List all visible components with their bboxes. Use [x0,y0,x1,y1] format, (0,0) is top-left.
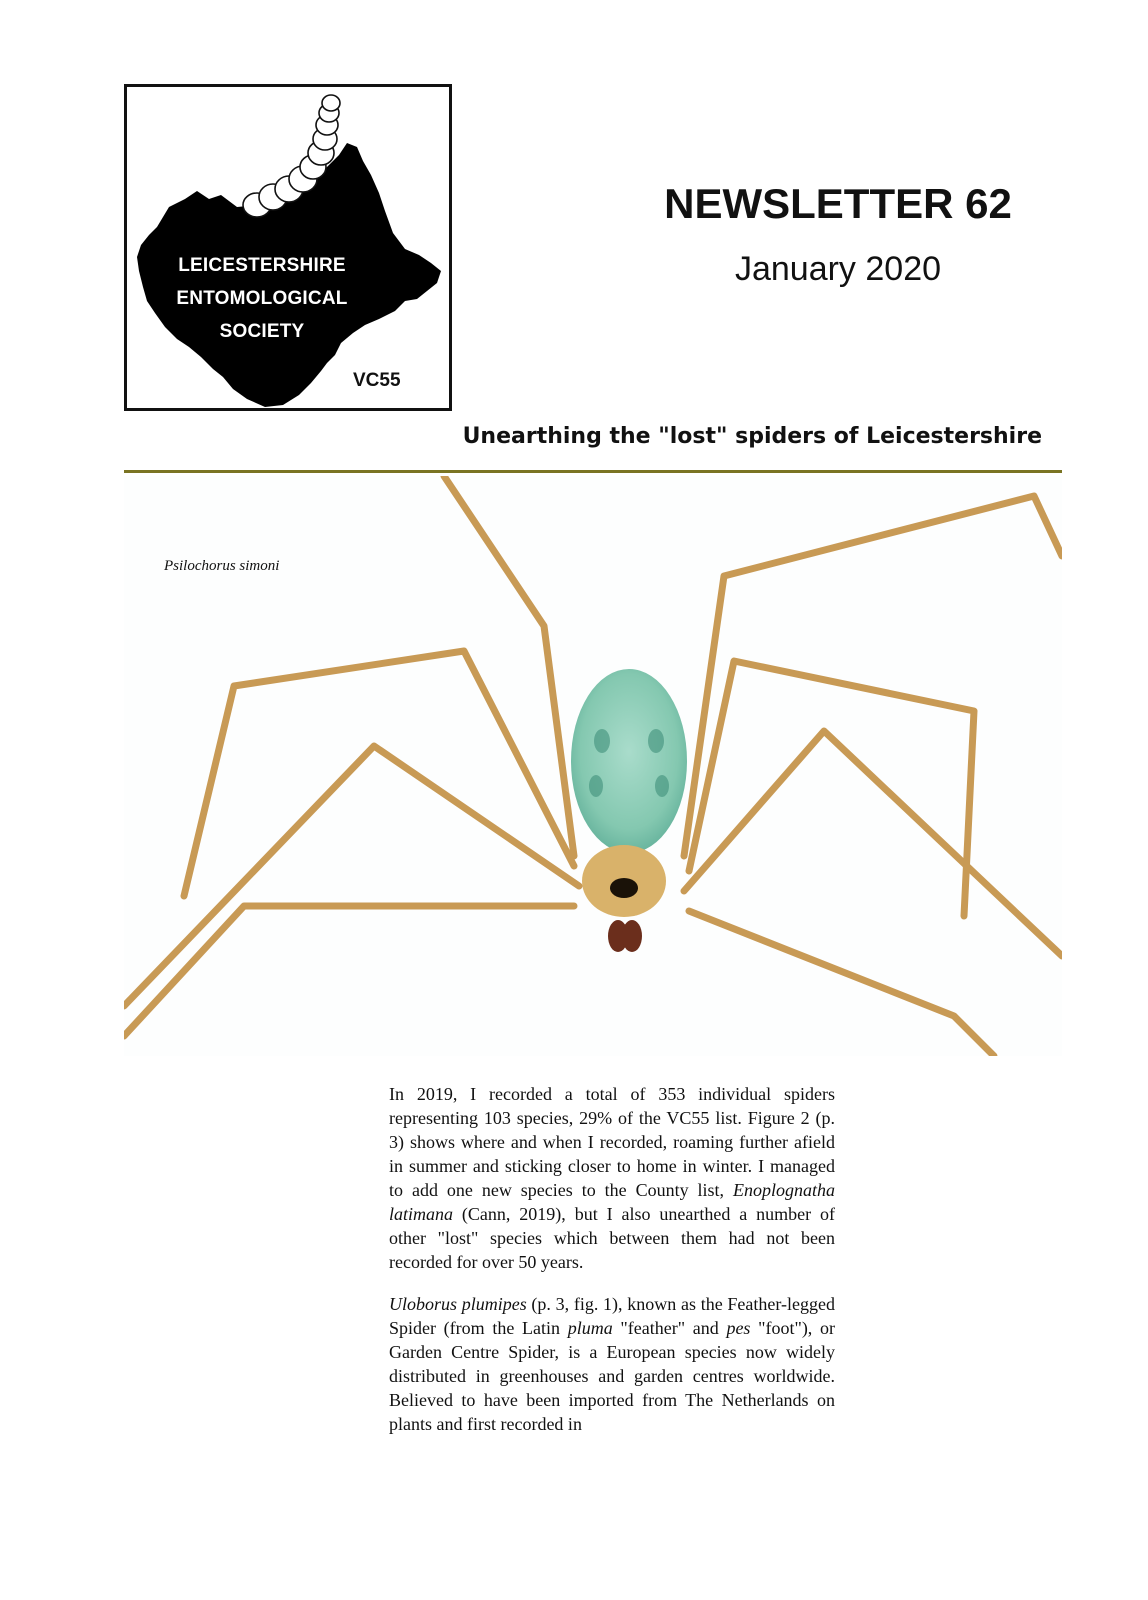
logo-line-2: ENTOMOLOGICAL [176,288,348,309]
p1-text-a: In 2019, I recorded a total of 353 individual spiders representing 103 species, 29% of the VC55 list. Figure 2 (p. 3) shows where and when I recorded, roaming further afield in summer and sticking closer to home in winter. I managed to add one new species to the County list, [389,1084,835,1200]
paragraph-2 [389,1292,835,1436]
p2-species-name: Uloborus plumipes [389,1294,527,1314]
newsletter-date: January 2020 [734,250,942,288]
county-map-logo-graphic [127,87,449,408]
spider-abdomen [571,669,687,853]
logo-region-code: VC55 [353,370,401,391]
paragraph-1 [389,1082,835,1274]
article-body [389,1082,835,1454]
p2-latin-2: pes [726,1318,751,1338]
p1-species-name: Enoplognatha latimana [389,1180,835,1224]
p2-text-c: "foot"), or Garden Centre Spider, is a European species now widely distributed in greenhouses and garden centres worldwide. Believed to have been imported from The Netherlands on plants and first recorded in [389,1318,835,1434]
p2-text-b: "feather" and [612,1318,727,1338]
article-headline: Unearthing the "lost" spiders of Leicestershire [462,424,1042,449]
society-logo [124,84,452,411]
logo-line-1: LEICESTERSHIRE [178,255,346,276]
p2-text-a: (p. 3, fig. 1), known as the Feather-legged Spider (from the Latin [389,1294,835,1338]
p2-latin-1: pluma [567,1318,613,1338]
spider-photo [124,476,1062,1056]
photo-caption: Psilochorus simoni [164,558,280,574]
divider-rule [124,470,1062,473]
newsletter-title: NEWSLETTER 62 [664,180,1012,227]
logo-line-3: SOCIETY [219,321,305,342]
p1-text-b: (Cann, 2019), but I also unearthed a number of other "lost" species which between them had not been recorded for over 50 years. [389,1204,835,1272]
